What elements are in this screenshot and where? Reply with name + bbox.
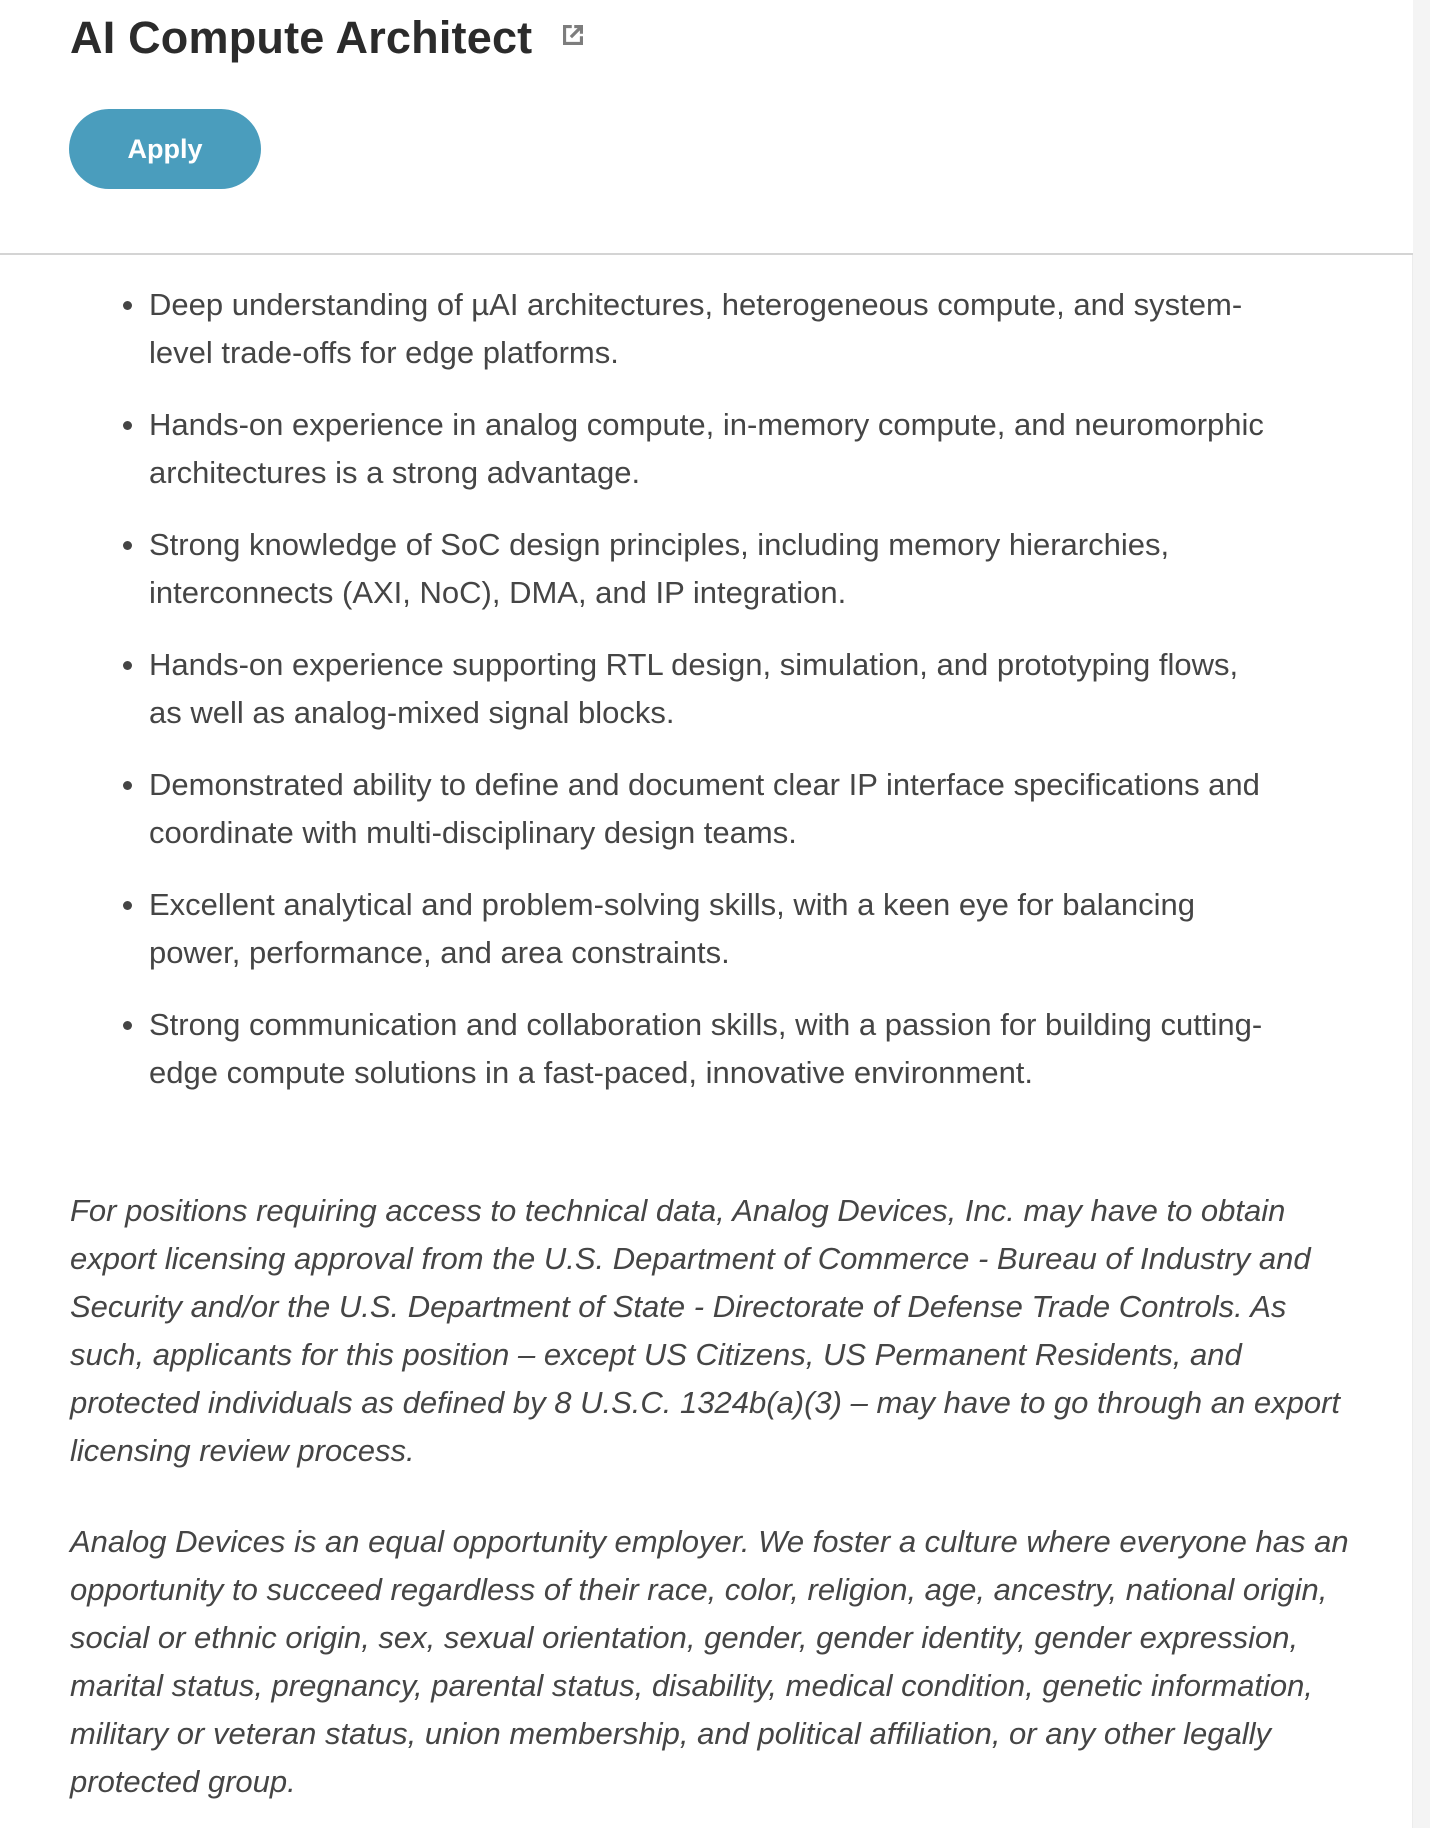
apply-button[interactable]: Apply: [69, 109, 261, 189]
export-control-notice: For positions requiring access to technical data, Analog Devices, Inc. may have to obtain export licensing approval from the U.S. Department of Commerce - Bureau of Industry and Security and/or the U.S. Department of State - Directorate of Defense Trade Controls. As such, applicants for this position – except US Citizens, US Permanent Residents, and protected individuals as defined by 8 U.S.C. 1324b(a)(3) – may have to go through an export licensing review process.: [70, 1193, 1341, 1468]
list-item: Strong communication and collaboration skills, with a passion for building cutting-edge compute solutions in a fast-paced, innovative environment.: [149, 1001, 1279, 1097]
job-header: [0, 0, 1413, 255]
list-item: Hands-on experience supporting RTL design, simulation, and prototyping flows, as well as analog-mixed signal blocks.: [149, 641, 1279, 737]
list-item: Deep understanding of µAI architectures, heterogeneous compute, and system-level trade-offs for edge platforms.: [149, 281, 1279, 377]
list-item: Excellent analytical and problem-solving skills, with a keen eye for balancing power, performance, and area constraints.: [149, 881, 1279, 977]
title-row: [70, 12, 588, 64]
requirements-list: [0, 281, 1413, 1121]
scrollbar-track[interactable]: [1412, 0, 1430, 1828]
list-item: Hands-on experience in analog compute, in-memory compute, and neuromorphic architectures is a strong advantage.: [149, 401, 1279, 497]
job-title: AI Compute Architect: [70, 12, 533, 63]
list-item: Strong knowledge of SoC design principles, including memory hierarchies, interconnects (AXI, NoC), DMA, and IP integration.: [149, 521, 1279, 617]
list-item: Demonstrated ability to define and document clear IP interface specifications and coordinate with multi-disciplinary design teams.: [149, 761, 1279, 857]
external-link-icon[interactable]: [558, 20, 588, 50]
equal-opportunity-notice: Analog Devices is an equal opportunity employer. We foster a culture where everyone has an opportunity to succeed regardless of their race, color, religion, age, ancestry, national origin, social or ethnic origin, sex, sexual orientation, gender, gender identity, gender expression, marital status, pregnancy, parental status, disability, medical condition, genetic information, military or veteran status, union membership, and political affiliation, or any other legally protected group.: [70, 1524, 1349, 1799]
